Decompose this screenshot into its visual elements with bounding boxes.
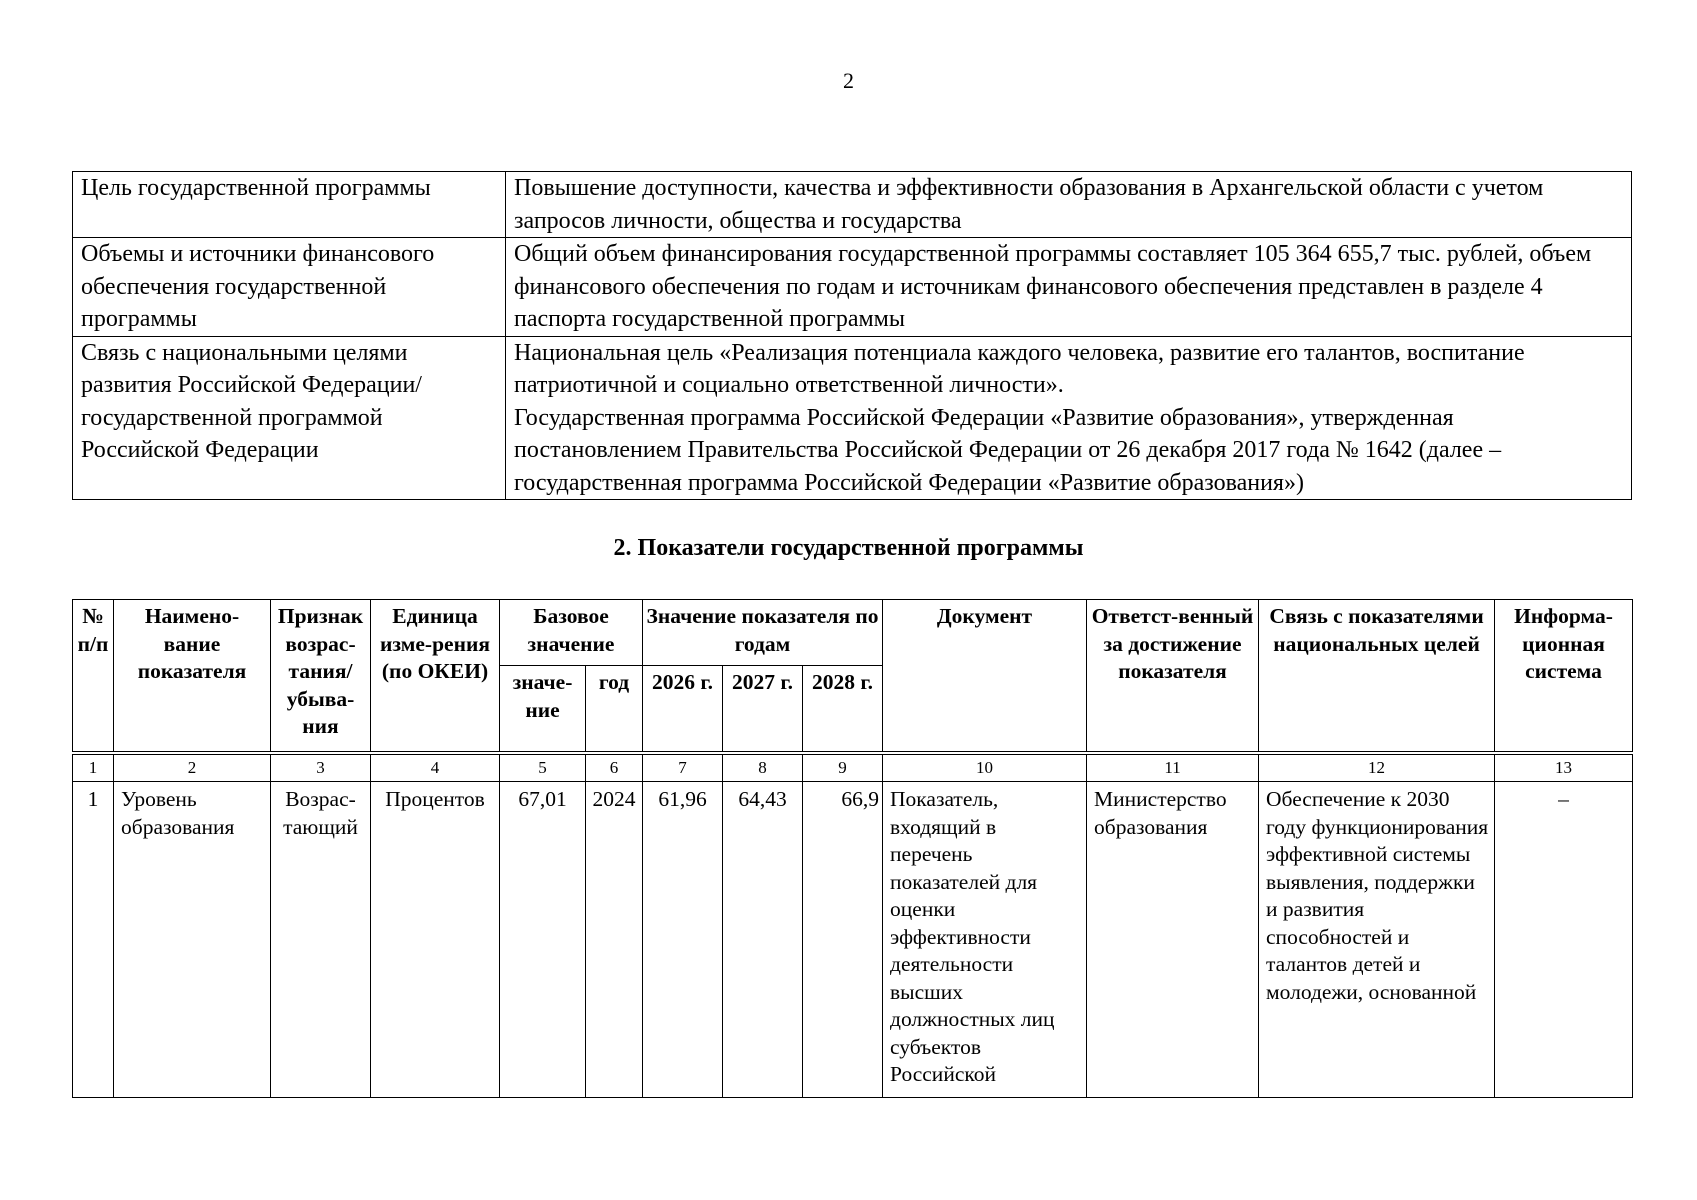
header-2028: 2028 г. (803, 666, 883, 754)
header-link: Связь с показателями национальных целей (1259, 600, 1495, 754)
cell-base-year: 2024 (586, 782, 643, 1098)
header-trend: Признак возрас-тания/ убыва-ния (271, 600, 371, 754)
passport-label-national-goals: Связь с национальными целями развития Российской Федерации/ государственной программой Российской Федерации (73, 336, 506, 500)
header-name: Наимено-вание показателя (114, 600, 271, 754)
section-title: 2. Показатели государственной программы (613, 535, 1084, 561)
passport-value-national-goals (506, 336, 1632, 500)
cell-2027: 64,43 (723, 782, 803, 1098)
header-2026: 2026 г. (643, 666, 723, 754)
column-number: 5 (500, 753, 586, 782)
header-document: Документ (883, 600, 1087, 754)
header-row-1 (73, 600, 1633, 666)
column-number-row (73, 753, 1633, 782)
cell-trend: Возрас-тающий (271, 782, 371, 1098)
cell-2028: 66,9 (803, 782, 883, 1098)
cell-name: Уровень образования (114, 782, 271, 1098)
cell-unit: Процентов (371, 782, 500, 1098)
passport-table (72, 171, 1632, 500)
column-number: 6 (586, 753, 643, 782)
cell-link: Обеспечение к 2030 году функционирования эффективной системы выявления, поддержки и развития способностей и талантов детей и молодежи, основанной (1259, 782, 1495, 1098)
passport-label-funding: Объемы и источники финансового обеспечения государственной программы (73, 238, 506, 337)
header-values-by-year: Значение показателя по годам (643, 600, 883, 666)
cell-document: Показатель, входящий в перечень показателей для оценки эффективности деятельности высших должностных лиц субъектов Российской (883, 782, 1087, 1098)
cell-2026: 61,96 (643, 782, 723, 1098)
passport-value-goal: Повышение доступности, качества и эффективности образования в Архангельской области с учетом запросов личности, общества и государства (506, 172, 1632, 238)
passport-row-national-goals (73, 336, 1632, 500)
header-base: Базовое значение (500, 600, 643, 666)
column-number: 3 (271, 753, 371, 782)
header-base-year: год (586, 666, 643, 754)
page-number: 2 (843, 68, 854, 93)
header-responsible: Ответст-венный за достижение показателя (1087, 600, 1259, 754)
cell-num: 1 (73, 782, 114, 1098)
header-info-system: Информа-ционная система (1495, 600, 1633, 754)
column-number: 12 (1259, 753, 1495, 782)
table-row (73, 782, 1633, 1098)
column-number: 1 (73, 753, 114, 782)
column-number: 10 (883, 753, 1087, 782)
column-number: 4 (371, 753, 500, 782)
column-number: 9 (803, 753, 883, 782)
federal-program-text: Государственная программа Российской Федерации «Развитие образования», утвержденная постановлением Правительства Российской Федерации от 26 декабря 2017 года № 1642 (далее – государственная программа Российской Федерации «Развитие образования») (514, 404, 1502, 496)
header-num: № п/п (73, 600, 114, 754)
cell-responsible: Министерство образования (1087, 782, 1259, 1098)
header-2027: 2027 г. (723, 666, 803, 754)
header-unit: Единица изме-рения (по ОКЕИ) (371, 600, 500, 754)
indicators-table (72, 599, 1633, 1098)
cell-info-system: – (1495, 782, 1633, 1098)
header-base-value: значе-ние (500, 666, 586, 754)
column-number: 11 (1087, 753, 1259, 782)
passport-label-goal: Цель государственной программы (73, 172, 506, 238)
column-number: 2 (114, 753, 271, 782)
column-number: 8 (723, 753, 803, 782)
column-number: 13 (1495, 753, 1633, 782)
national-goal-text: Национальная цель «Реализация потенциала каждого человека, развитие его талантов, воспитание патриотичной и социально ответственной личности». (514, 339, 1525, 398)
cell-base-value: 67,01 (500, 782, 586, 1098)
passport-row-funding (73, 238, 1632, 337)
passport-row-goal (73, 172, 1632, 238)
passport-value-funding: Общий объем финансирования государственной программы составляет 105 364 655,7 тыс. рублей, объем финансового обеспечения по годам и источникам финансового обеспечения представлен в разделе 4 паспорта государственной программы (506, 238, 1632, 337)
column-number: 7 (643, 753, 723, 782)
